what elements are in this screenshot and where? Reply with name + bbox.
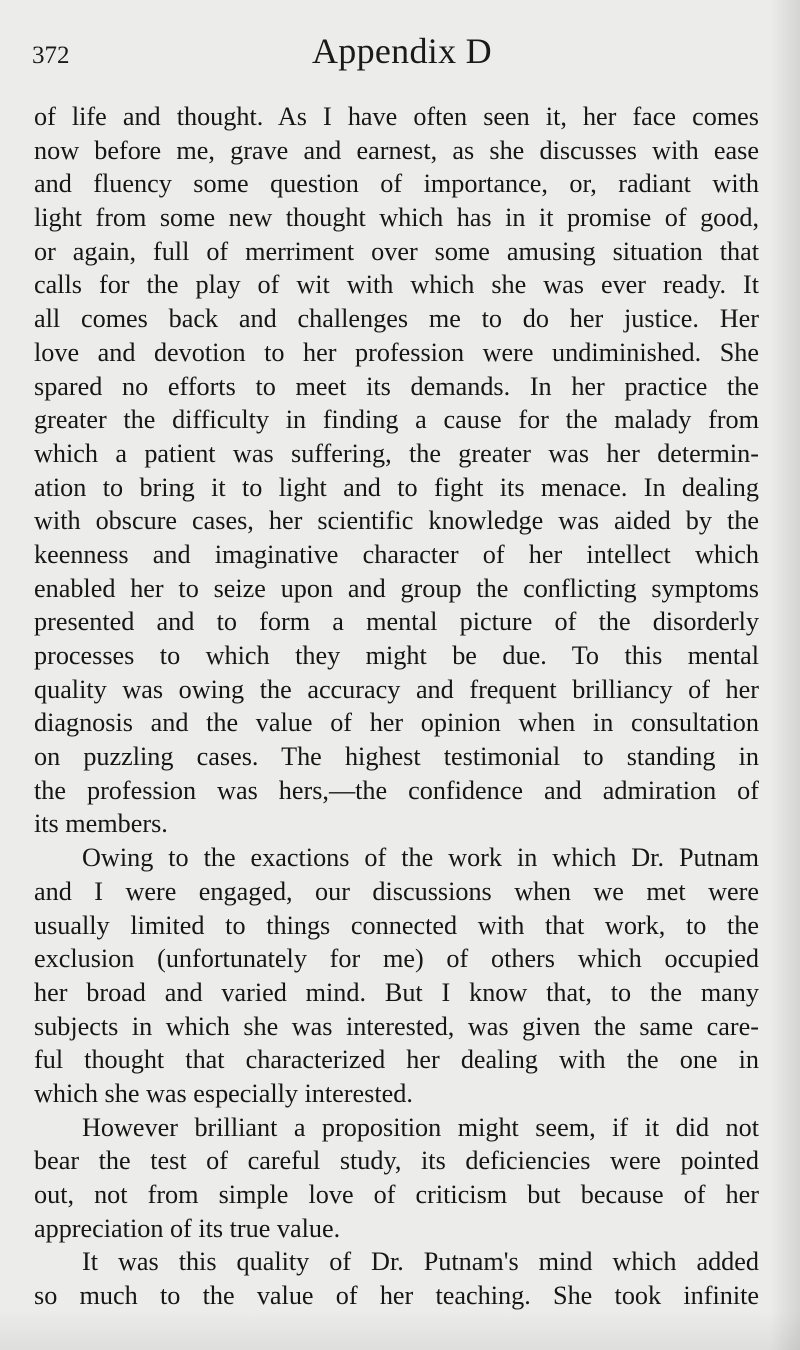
text-line: subjects in which she was interested, was given the same care-	[34, 1011, 759, 1041]
text-line: bear the test of careful study, its deficiencies were pointed	[34, 1146, 759, 1176]
page-header	[32, 28, 772, 78]
text-line: her broad and varied mind. But I know that, to the many	[34, 977, 759, 1007]
text-line: now before me, grave and earnest, as she discusses with ease	[34, 135, 759, 165]
paragraph	[34, 100, 759, 841]
text-line: which a patient was suffering, the greater was her determin-	[34, 438, 759, 468]
text-line: keenness and imaginative character of her intellect which	[34, 539, 759, 569]
text-line: exclusion (unfortunately for me) of others which occupied	[34, 944, 759, 974]
text-line: quality was owing the accuracy and frequent brilliancy of her	[34, 674, 759, 704]
text-line: However brilliant a proposition might seem, if it did not	[82, 1112, 759, 1142]
paragraph	[34, 1111, 759, 1246]
text-line: love and devotion to her profession were undiminished. She	[34, 337, 759, 367]
text-line: or again, full of merriment over some amusing situation that	[34, 236, 759, 266]
text-line: ful thought that characterized her dealing with the one in	[34, 1045, 759, 1075]
text-line: out, not from simple love of criticism but because of her	[34, 1180, 759, 1209]
paragraph	[34, 1245, 759, 1312]
text-line: the profession was hers,—the confidence and admiration of	[34, 775, 759, 805]
running-head: Appendix D	[312, 31, 492, 71]
text-line: so much to the value of her teaching. She took infinite	[34, 1281, 759, 1311]
page-bottom-shadow	[0, 1310, 800, 1350]
text-line: Owing to the exactions of the work in which Dr. Putnam	[82, 843, 759, 873]
text-line: of life and thought. As I have often seen it, her face comes	[34, 102, 759, 131]
text-line: processes to which they might be due. To this mental	[34, 641, 759, 670]
paragraph	[34, 841, 759, 1111]
body-text	[34, 100, 759, 1313]
text-line: light from some new thought which has in it promise of good,	[34, 203, 759, 233]
text-line: presented and to form a mental picture of the disorderly	[34, 607, 759, 637]
text-line: its members.	[34, 809, 168, 839]
text-line: spared no efforts to meet its demands. In her practice the	[34, 371, 759, 401]
text-line: diagnosis and the value of her opinion when in consultation	[34, 708, 759, 738]
text-line: on puzzling cases. The highest testimonial to standing in	[34, 742, 759, 772]
page-edge-shadow	[770, 0, 800, 1350]
text-line: all comes back and challenges me to do her justice. Her	[34, 304, 759, 334]
text-line: appreciation of its true value.	[34, 1213, 341, 1243]
text-line: It was this quality of Dr. Putnam's mind which added	[82, 1247, 759, 1277]
text-line: ation to bring it to light and to fight its menace. In dealing	[34, 472, 759, 502]
text-line: greater the difficulty in finding a cause for the malady from	[34, 405, 759, 435]
text-line: calls for the play of wit with which she was ever ready. It	[34, 270, 759, 300]
text-line: enabled her to seize upon and group the conflicting symptoms	[34, 573, 759, 603]
text-line: and I were engaged, our discussions when we met were	[34, 876, 759, 906]
text-line: usually limited to things connected with that work, to the	[34, 910, 759, 940]
text-line: which she was especially interested.	[34, 1078, 413, 1108]
text-line: and fluency some question of importance, or, radiant with	[34, 169, 759, 199]
text-line: with obscure cases, her scientific knowledge was aided by the	[34, 506, 759, 536]
page-number: 372	[32, 42, 70, 69]
